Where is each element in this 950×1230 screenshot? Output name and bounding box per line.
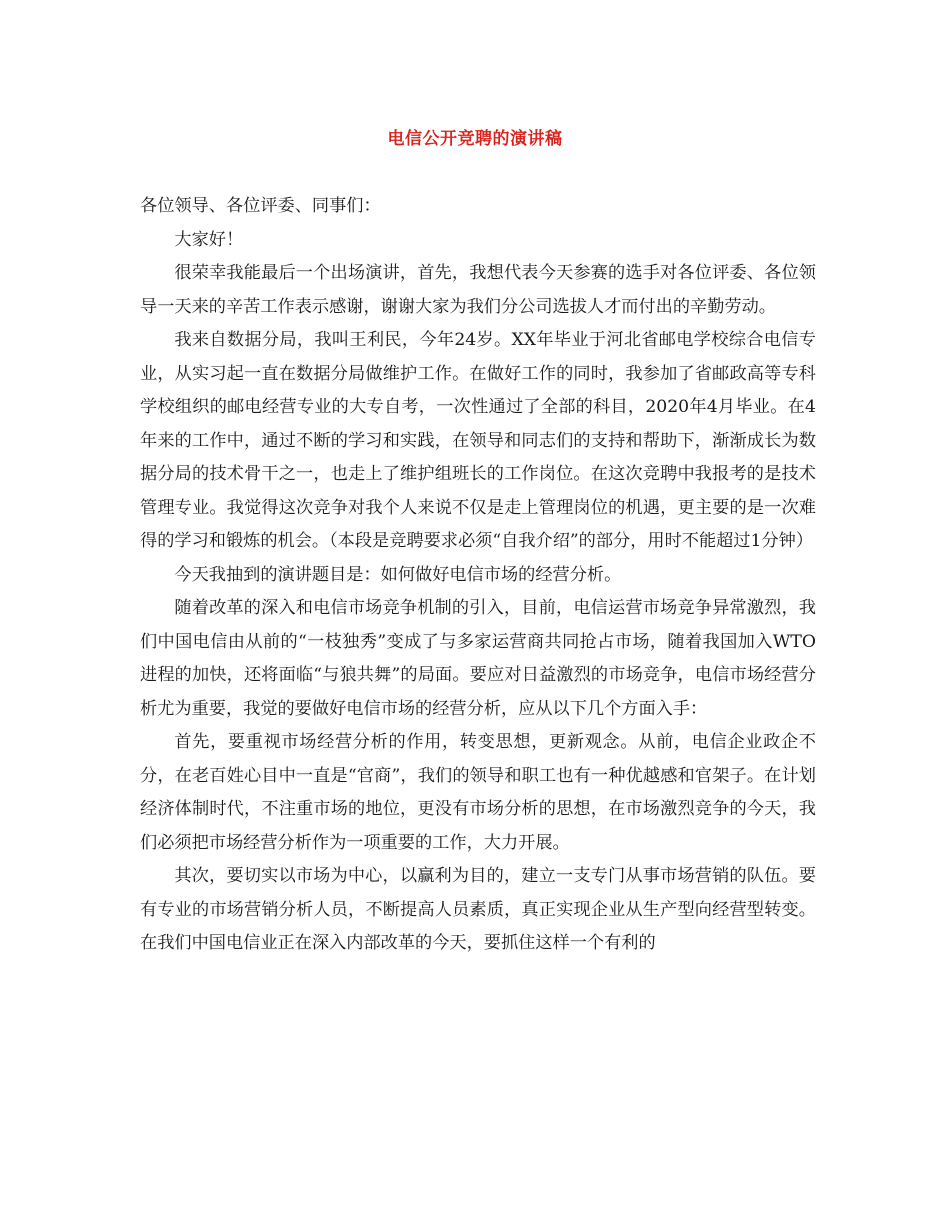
paragraph-second-point: 其次，要切实以市场为中心，以赢利为目的，建立一支专门从事市场营销的队伍。要有专业的市场营销分析人员，不断提高人员素质，真正实现企业从生产型向经营型转变。在我们中国电信业正在深入内部改革的今天，要抓住这样一个有利的 — [140, 866, 816, 953]
document-title: 电信公开竞聘的演讲稿 — [387, 129, 563, 149]
salutation: 各位领导、各位评委、同事们： — [140, 196, 381, 216]
paragraph-market-background: 随着改革的深入和电信市场竞争机制的引入，目前，电信运营市场竞争异常激烈，我们中国电信由从前的“一枝独秀”变成了与多家运营商共同抢占市场，随着我国加入WTO进程的加快，还将面临“与狼共舞”的局面。要应对日益激烈的市场竞争，电信市场经营分析尤为重要，我觉的要做好电信市场的经营分析，应从以下几个方面入手： — [140, 598, 816, 719]
paragraph-topic: 今天我抽到的演讲题目是：如何做好电信市场的经营分析。 — [174, 564, 622, 585]
paragraph-self-introduction: 我来自数据分局，我叫王利民，今年24岁。XX年毕业于河北省邮电学校综合电信专业，从实习起一直在数据分局做维护工作。在做好工作的同时，我参加了省邮政高等专科学校组织的邮电经营专业的大专自考，一次性通过了全部的科目，2020年4月毕业。在4年来的工作中，通过不断的学习和实践，在领导和同志们的支持和帮助下，渐渐成长为数据分局的技术骨干之一，也走上了维护组班长的工作岗位。在这次竞聘中我报考的是技术管理专业。我觉得这次竞争对我个人来说不仅是走上管理岗位的机遇，更主要的是一次难得的学习和锻炼的机会。（本段是竞聘要求必须“自我介绍”的部分，用时不能超过1分钟） — [140, 330, 816, 551]
document-body — [140, 190, 816, 961]
paragraph-first-point: 首先，要重视市场经营分析的作用，转变思想，更新观念。从前，电信企业政企不分，在老百姓心目中一直是“官商”，我们的领导和职工也有一种优越感和官架子。在计划经济体制时代，不注重市场的地位，更没有市场分析的思想，在市场激烈竞争的今天，我们必须把市场经营分析作为一项重要的工作，大力开展。 — [140, 732, 816, 853]
paragraph-greeting: 大家好！ — [174, 229, 244, 250]
paragraph-thanks: 很荣幸我能最后一个出场演讲，首先，我想代表今天参赛的选手对各位评委、各位领导一天来的辛苦工作表示感谢，谢谢大家为我们分公司选拔人才而付出的辛勤劳动。 — [140, 263, 816, 317]
